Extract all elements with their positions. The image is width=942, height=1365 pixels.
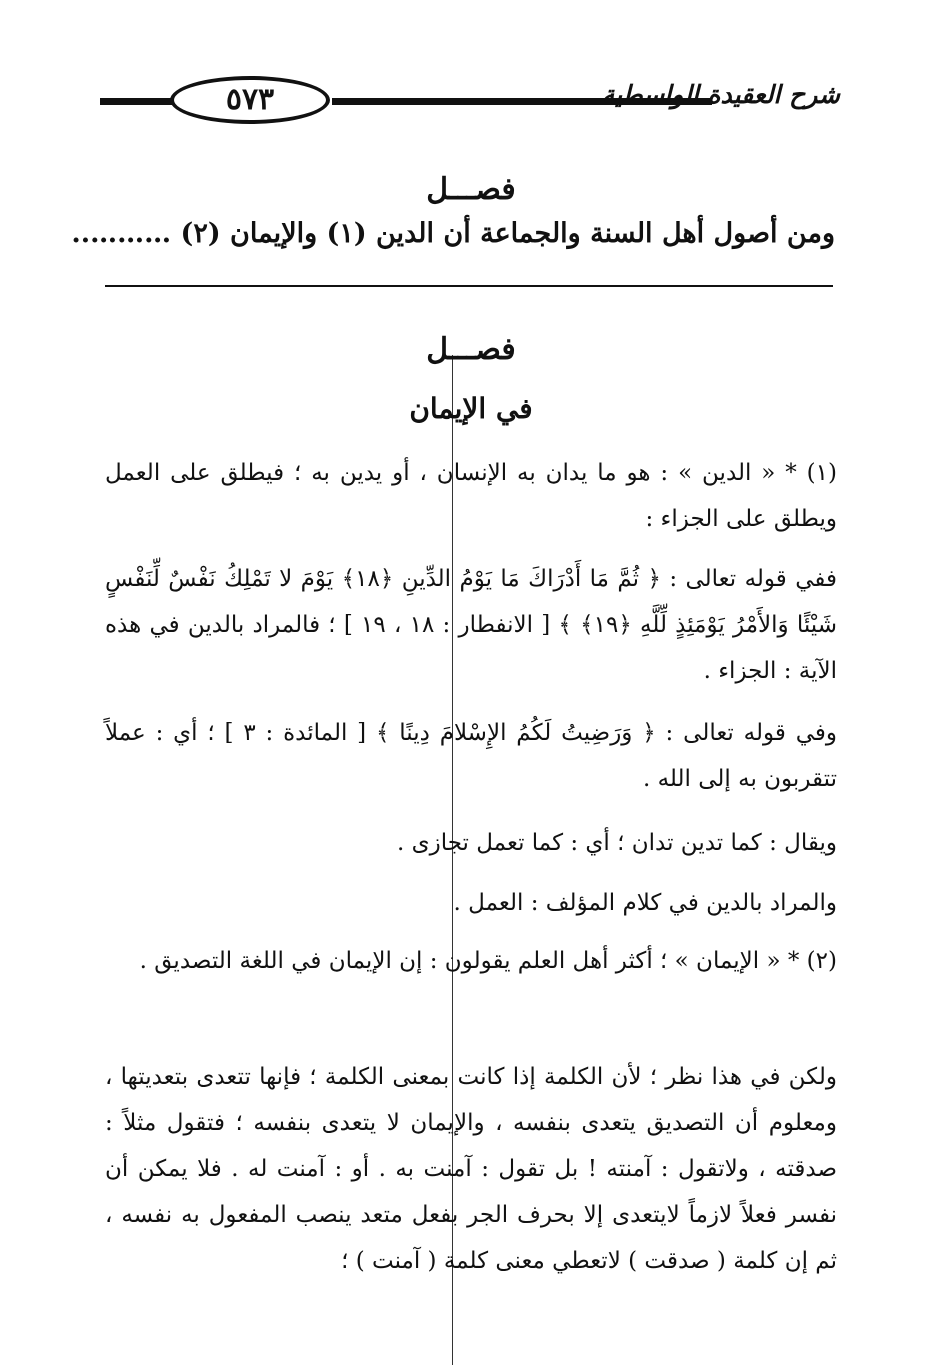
header-rule-left: [100, 98, 172, 105]
page-number: ٥٧٣: [170, 76, 330, 124]
paragraph-5: والمراد بالدين في كلام المؤلف : العمل .: [453, 890, 837, 916]
commentary-heading: فصـــل: [426, 332, 516, 367]
paragraph-4: ويقال : كما تدين تدان ؛ أي : كما تعمل تجازى .: [396, 830, 837, 856]
paragraph-1: (١) * « الدين » : هو ما يدان به الإنسان ، أو يدين به ؛ فيطلق على العمل ويطلق على الجزاء :: [105, 460, 837, 532]
paragraph-6: (٢) * « الإيمان » ؛ أكثر أهل العلم يقولون : إن الإيمان في اللغة التصديق .: [139, 948, 837, 974]
paragraph-2: ففي قوله تعالى : ﴿ ثُمَّ مَا أَدْرَاكَ مَا يَوْمُ الدِّينِ ﴿١٨﴾ يَوْمَ لا تَمْلِكُ نَفْسٌ لِّنَفْسٍ شَيْئًا وَالأَمْرُ يَوْمَئِذٍ لِّلَّهِ ﴿١٩﴾ ﴾ [ الانفطار : ١٨ ، ١٩ ] ؛ فالمراد بالدين في هذه الآية : الجزاء .: [105, 566, 837, 684]
book-title: شرح العقيدة الواسطية: [601, 80, 840, 109]
matn-text: ومن أصول أهل السنة والجماعة أن الدين (١) والإيمان (٢) ………..: [71, 218, 835, 249]
section-heading: فصـــل: [426, 172, 516, 207]
paragraph-3: وفي قوله تعالى : ﴿ وَرَضِيتُ لَكُمُ الإِسْلامَ دِينًا ﴾ [ المائدة : ٣ ] ؛ أي : عملاً تتقربون به إلى الله .: [105, 720, 837, 792]
commentary-subheading: في الإيمان: [409, 392, 533, 425]
running-header: [100, 72, 840, 132]
divider-rule: [105, 285, 833, 287]
paragraph-7: ولكن في هذا نظر ؛ لأن الكلمة إذا كانت بمعنى الكلمة ؛ فإنها تتعدى بتعديتها ، ومعلوم أن التصديق يتعدى بنفسه ، والإيمان لا يتعدى بنفسه ؛ فتقول مثلاً : صدقته ، ولاتقول : آمنته ! بل تقول : آمنت به . أو : آمنت له . فلا يمكن أن نفسر فعلاً لازماً لايتعدى إلا بحرف الجر بفعل متعد ينصب المفعول به نفسه ، ثم إن كلمة ( صدقت ) لاتعطي معنى كلمة ( آمنت ) ؛: [105, 1064, 837, 1274]
